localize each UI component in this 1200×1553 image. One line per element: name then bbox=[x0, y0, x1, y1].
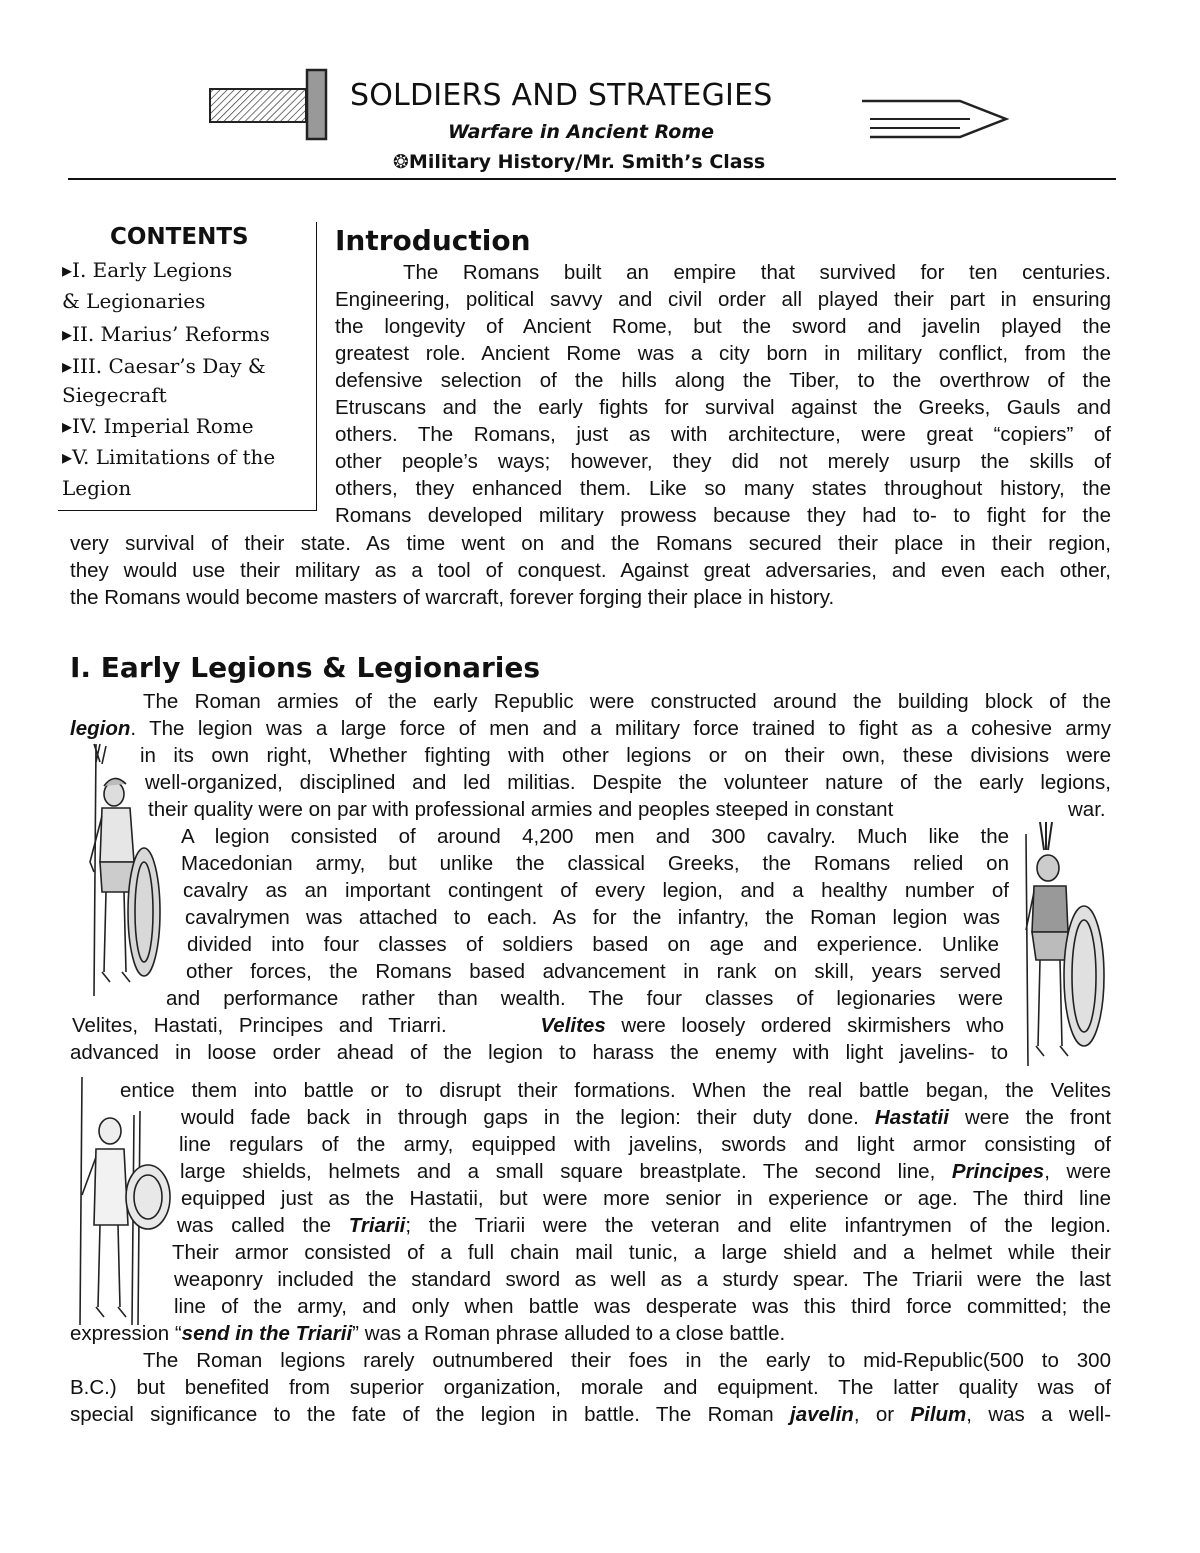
section1-line: legion. The legion was a large force of men and a military force trained to fight as a cohesive army bbox=[70, 717, 1111, 740]
section1-line: special significance to the fate of the legion in battle. The Roman javelin, or Pilum, was a well- bbox=[70, 1403, 1112, 1426]
intro-line: others, they enhanced them. Like so many states throughout history, the bbox=[335, 477, 1111, 500]
term-principes: Principes bbox=[951, 1160, 1045, 1183]
section1-line: other forces, the Romans based advancement in rank on skill, years served bbox=[186, 960, 1001, 983]
section1-line: was called the Triarii; the Triarii were the veteran and elite infantrymen of the legion. bbox=[177, 1214, 1111, 1237]
intro-line: the Romans would become masters of warcraft, forever forging their place in history. bbox=[70, 586, 835, 609]
term-javelin: javelin bbox=[790, 1403, 854, 1426]
document-subtitle: Warfare in Ancient Rome bbox=[448, 121, 715, 143]
section1-line: entice them into battle or to disrupt their formations. When the real battle began, the Velites bbox=[120, 1079, 1111, 1102]
section1-line: B.C.) but benefited from superior organization, morale and equipment. The latter quality was of bbox=[70, 1376, 1111, 1399]
section1-line: The Roman legions rarely outnumbered their foes in the early to mid-Republic(500 to 300 bbox=[143, 1349, 1111, 1372]
section-heading-early-legions: I. Early Legions & Legionaries bbox=[70, 651, 541, 684]
contents-item-early-legions[interactable]: ▸I. Early Legions bbox=[62, 258, 233, 282]
section1-line: Velites, Hastati, Principes and Triarri. Velites were loosely ordered skirmishers who bbox=[72, 1014, 1004, 1037]
contents-item-legionaries[interactable]: & Legionaries bbox=[62, 289, 206, 313]
contents-item-legion[interactable]: Legion bbox=[62, 476, 132, 500]
header-rule bbox=[68, 178, 1116, 180]
intro-line: others. The Romans, just as with architecture, were great “copiers” of bbox=[335, 423, 1111, 446]
section1-line: war. bbox=[1068, 798, 1106, 821]
section1-line: in its own right, Whether fighting with other legions or on their own, these divisions were bbox=[140, 744, 1111, 767]
term-hastatii: Hastatii bbox=[874, 1106, 949, 1129]
section1-line: cavalry as an important contingent of every legion, and a healthy number of bbox=[183, 879, 1009, 902]
section1-line: cavalrymen was attached to each. As for the infantry, the Roman legion was bbox=[185, 906, 1000, 929]
intro-line: very survival of their state. As time went on and the Romans secured their place in their region, bbox=[70, 532, 1111, 555]
roman-soldier-illustration-left bbox=[78, 742, 170, 1000]
intro-line: the longevity of Ancient Rome, but the sword and javelin played the bbox=[335, 315, 1111, 338]
term-pilum: Pilum bbox=[910, 1403, 967, 1426]
section1-line: and performance rather than wealth. The four classes of legionaries were bbox=[166, 987, 1003, 1010]
section1-line: advanced in loose order ahead of the legion to harass the enemy with light javelins- to bbox=[70, 1041, 1008, 1064]
contents-item-limitations[interactable]: ▸V. Limitations of the bbox=[62, 445, 276, 469]
intro-line: The Romans built an empire that survived for ten centuries. bbox=[403, 261, 1111, 284]
section1-line: equipped just as the Hastatii, but were more senior in experience or age. The third line bbox=[181, 1187, 1111, 1210]
section1-line: Macedonian army, but unlike the classical Greeks, the Romans relied on bbox=[181, 852, 1009, 875]
sword-blade-icon bbox=[860, 95, 1010, 143]
intro-line: they would use their military as a tool of conquest. Against great adversaries, and even each other, bbox=[70, 559, 1111, 582]
document-title: SOLDIERS AND STRATEGIES bbox=[350, 78, 773, 113]
intro-line: Etruscans and the early fights for survival against the Greeks, Gauls and bbox=[335, 396, 1111, 419]
sword-hilt-icon bbox=[206, 68, 330, 142]
contents-item-imperial-rome[interactable]: ▸IV. Imperial Rome bbox=[62, 414, 254, 438]
roman-soldier-illustration-right bbox=[1010, 820, 1110, 1070]
intro-line: other people’s ways; however, they did not merely usurp the skills of bbox=[335, 450, 1111, 473]
term-velites: Velites bbox=[540, 1014, 606, 1037]
contents-item-marius-reforms[interactable]: ▸II. Marius’ Reforms bbox=[62, 322, 270, 346]
section1-line: expression “send in the Triarii” was a Roman phrase alluded to a close battle. bbox=[70, 1322, 786, 1345]
contents-item-siegecraft[interactable]: Siegecraft bbox=[62, 383, 167, 407]
intro-line: Engineering, political savvy and civil order all played their part in ensuring bbox=[335, 288, 1111, 311]
section1-line: The Roman armies of the early Republic were constructed around the building block of the bbox=[143, 690, 1111, 713]
class-line: ❂Military History/Mr. Smith’s Class bbox=[393, 151, 766, 173]
section1-line: large shields, helmets and a small square breastplate. The second line, Principes, were bbox=[180, 1160, 1111, 1183]
term-send-in-the-triarii: send in the Triarii bbox=[181, 1322, 353, 1345]
intro-line: greatest role. Ancient Rome was a city born in military conflict, from the bbox=[335, 342, 1111, 365]
term-triarii: Triarii bbox=[348, 1214, 406, 1237]
section1-line: line of the army, and only when battle was desperate was this third force committed; the bbox=[174, 1295, 1111, 1318]
roman-soldier-illustration-lower bbox=[68, 1075, 178, 1330]
contents-item-caesars-day[interactable]: ▸III. Caesar’s Day & bbox=[62, 354, 266, 378]
contents-title: CONTENTS bbox=[110, 224, 249, 250]
section1-line: weaponry included the standard sword as well as a sturdy spear. The Triarii were the last bbox=[174, 1268, 1111, 1291]
section1-line: Their armor consisted of a full chain mail tunic, a large shield and a helmet while their bbox=[172, 1241, 1111, 1264]
section1-line: would fade back in through gaps in the legion: their duty done. Hastatii were the front bbox=[181, 1106, 1112, 1129]
section1-line: well-organized, disciplined and led militias. Despite the volunteer nature of the early legions, bbox=[145, 771, 1111, 794]
intro-line: Romans developed military prowess because they had to- to fight for the bbox=[335, 504, 1111, 527]
introduction-heading: Introduction bbox=[335, 224, 531, 257]
intro-line: defensive selection of the hills along the Tiber, to the overthrow of the bbox=[335, 369, 1111, 392]
section1-line: divided into four classes of soldiers based on age and experience. Unlike bbox=[187, 933, 999, 956]
section1-line: A legion consisted of around 4,200 men and 300 cavalry. Much like the bbox=[181, 825, 1009, 848]
section1-line: their quality were on par with professional armies and peoples steeped in constant bbox=[148, 798, 894, 821]
term-legion: legion bbox=[70, 717, 131, 740]
section1-line: line regulars of the army, equipped with javelins, swords and light armor consisting of bbox=[179, 1133, 1111, 1156]
